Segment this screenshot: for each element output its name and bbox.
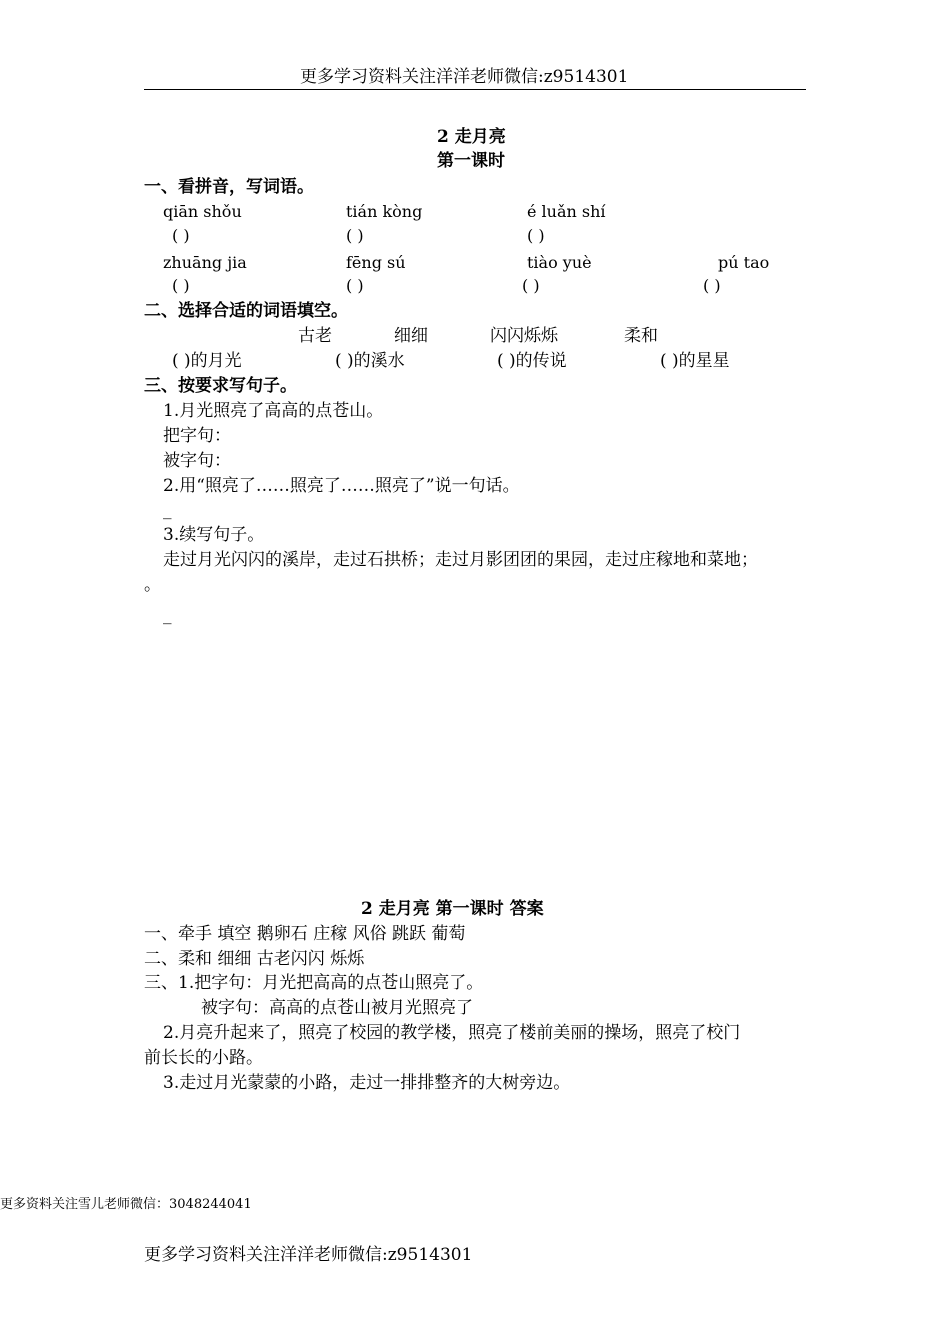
answer-section-3-1: 三、1.把字句：月光把高高的点苍山照亮了。: [144, 973, 484, 993]
section1-heading: 一、看拼音，写词语。: [144, 177, 314, 197]
question-3-end: 。: [144, 575, 161, 595]
pinyin-3: é luǎn shí: [527, 202, 606, 221]
answers-title: 2 走月亮 第一课时 答案: [361, 899, 544, 919]
ba-sentence-label: 把字句：: [163, 426, 231, 446]
option-4: 柔和: [624, 326, 658, 346]
footer-note: 更多资料关注雪儿老师微信：3048244041: [0, 1197, 252, 1212]
answer-section-2: 二、柔和 细细 古老闪闪 烁烁: [144, 949, 365, 969]
answer-blank-7[interactable]: ( ): [703, 276, 721, 295]
section3-heading: 三、按要求写句子。: [144, 376, 297, 396]
question-1: 1.月光照亮了高高的点苍山。: [163, 401, 384, 421]
answer-line-2[interactable]: _: [163, 605, 172, 625]
page-subtitle: 第一课时: [437, 151, 505, 171]
fill-blank-2[interactable]: ( )的溪水: [335, 351, 405, 371]
answer-blank-6[interactable]: ( ): [522, 276, 540, 295]
option-1: 古老: [298, 326, 332, 346]
page-header: 更多学习资料关注洋洋老师微信:z9514301: [300, 67, 629, 87]
option-3: 闪闪烁烁: [490, 326, 558, 346]
answer-blank-4[interactable]: ( ): [172, 276, 190, 295]
answer-section-3-3: 3.走过月光蒙蒙的小路，走过一排排整齐的大树旁边。: [163, 1073, 571, 1093]
answer-line-1[interactable]: _: [163, 500, 172, 520]
page-footer: 更多学习资料关注洋洋老师微信:z9514301: [144, 1245, 473, 1265]
page-title: 2 走月亮: [437, 127, 506, 147]
answer-blank-3[interactable]: ( ): [527, 226, 545, 245]
bei-sentence-label: 被字句：: [163, 451, 231, 471]
answer-section-3-1b: 被字句：高高的点苍山被月光照亮了: [201, 998, 473, 1018]
fill-blank-3[interactable]: ( )的传说: [497, 351, 567, 371]
answer-blank-2[interactable]: ( ): [346, 226, 364, 245]
pinyin-2: tián kòng: [346, 202, 423, 221]
fill-blank-4[interactable]: ( )的星星: [660, 351, 730, 371]
pinyin-5: fēng sú: [346, 253, 406, 272]
header-divider: [144, 89, 806, 90]
fill-blank-1[interactable]: ( )的月光: [172, 351, 242, 371]
answer-section-3-2b: 前长长的小路。: [144, 1048, 263, 1068]
answer-section-1: 一、牵手 填空 鹅卵石 庄稼 风俗 跳跃 葡萄: [144, 924, 466, 944]
option-2: 细细: [394, 326, 428, 346]
pinyin-4: zhuāng jia: [163, 253, 247, 272]
section2-heading: 二、选择合适的词语填空。: [144, 301, 348, 321]
answer-blank-1[interactable]: ( ): [172, 226, 190, 245]
pinyin-7: pú tao: [718, 253, 770, 272]
pinyin-1: qiān shǒu: [163, 202, 242, 221]
pinyin-6: tiào yuè: [527, 253, 592, 272]
question-2: 2.用“照亮了……照亮了……照亮了”说一句话。: [163, 476, 520, 496]
answer-blank-5[interactable]: ( ): [346, 276, 364, 295]
question-3: 3.续写句子。: [163, 525, 265, 545]
question-3-text: 走过月光闪闪的溪岸，走过石拱桥；走过月影团团的果园，走过庄稼地和菜地；: [163, 550, 758, 570]
answer-section-3-2a: 2.月亮升起来了，照亮了校园的教学楼，照亮了楼前美丽的操场，照亮了校门: [163, 1023, 741, 1043]
